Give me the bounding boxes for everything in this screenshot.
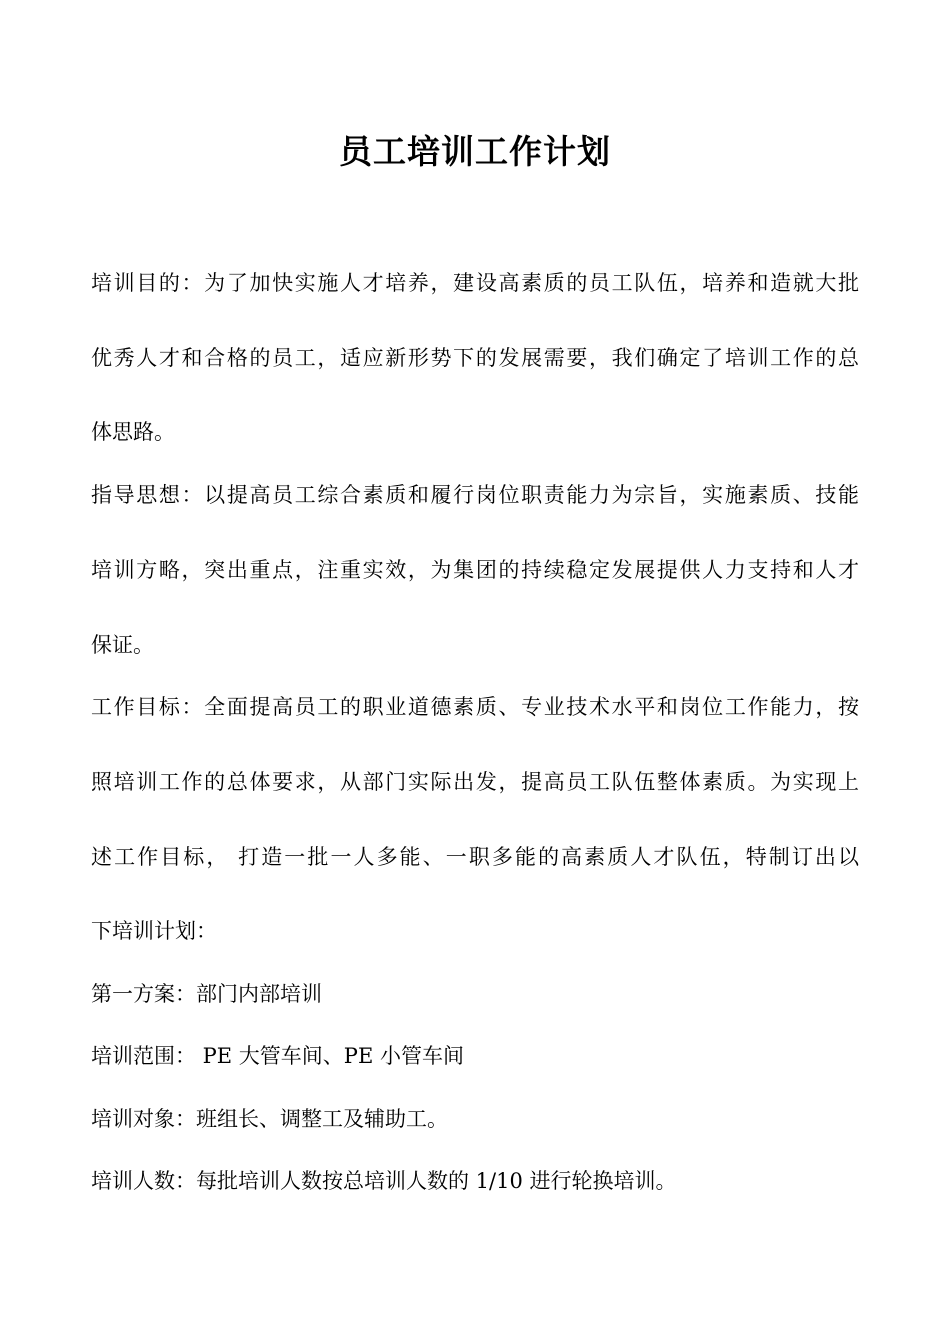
- paragraph-line: 培训目的：为了加快实施人才培养，建设高素质的员工队伍，培养和造就大批: [91, 271, 859, 295]
- paragraph-line: 照培训工作的总体要求，从部门实际出发，提高员工队伍整体素质。为实现上: [91, 770, 859, 794]
- paragraph-line: 优秀人才和合格的员工，适应新形势下的发展需要，我们确定了培训工作的总: [91, 346, 859, 370]
- paragraph-line: 指导思想：以提高员工综合素质和履行岗位职责能力为宗旨，实施素质、技能: [91, 483, 859, 507]
- info-line: 培训人数：每批培训人数按总培训人数的 1/10 进行轮换培训。: [91, 1169, 677, 1193]
- paragraph-line: 工作目标：全面提高员工的职业道德素质、专业技术水平和岗位工作能力，按: [91, 695, 859, 719]
- paragraph-line: 述工作目标， 打造一批一人多能、一职多能的高素质人才队伍，特制订出以: [91, 845, 859, 869]
- info-line: 培训范围： PE 大管车间、PE 小管车间: [91, 1044, 464, 1068]
- document-title: 员工培训工作计划: [339, 132, 611, 171]
- section-heading: 第一方案：部门内部培训: [91, 982, 322, 1006]
- paragraph-line: 下培训计划：: [91, 919, 217, 943]
- info-line: 培训对象：班组长、调整工及辅助工。: [91, 1107, 448, 1131]
- paragraph-line: 体思路。: [91, 420, 175, 444]
- paragraph-line: 保证。: [91, 633, 154, 657]
- paragraph-line: 培训方略，突出重点，注重实效，为集团的持续稳定发展提供人力支持和人才: [91, 558, 859, 582]
